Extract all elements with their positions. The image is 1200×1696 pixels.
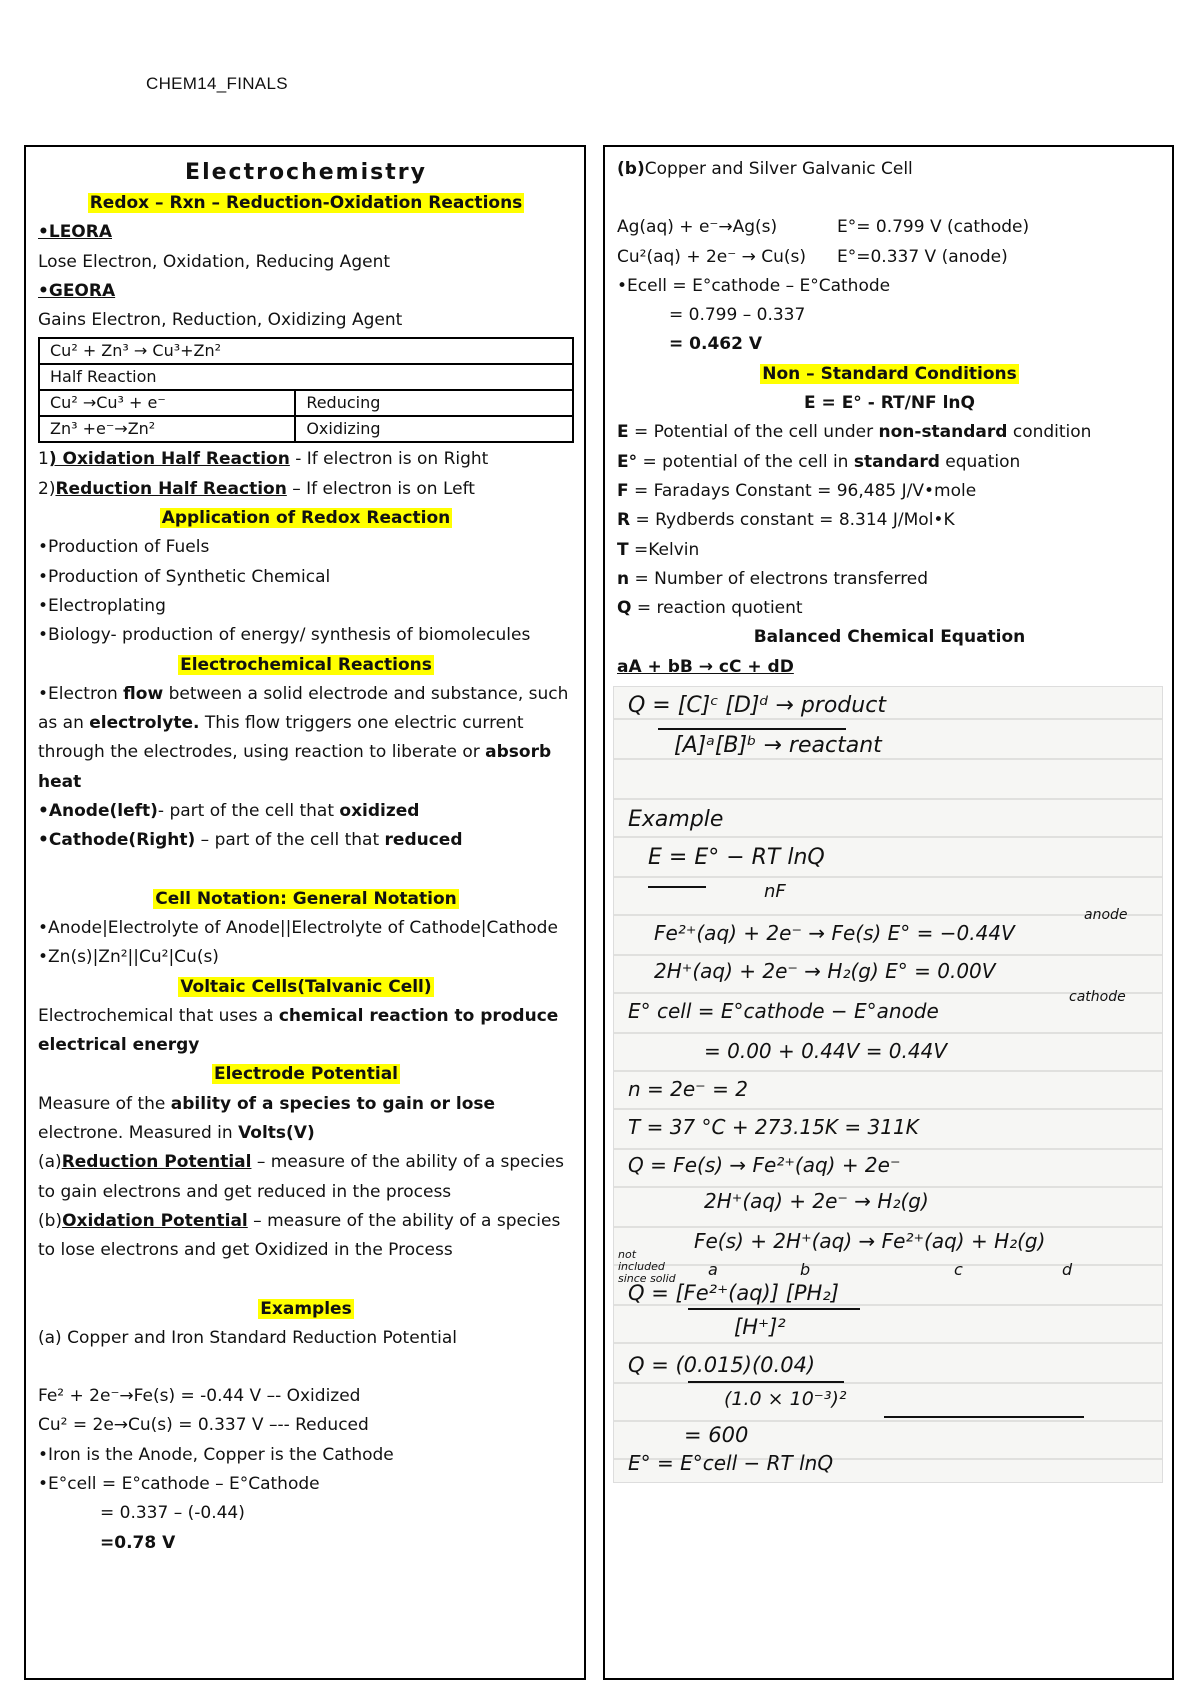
hw-line: Fe²⁺(aq) + 2e⁻ → Fe(s) E° = −0.44V xyxy=(654,921,1015,946)
table-reaction: Cu² + Zn³ → Cu³+Zn² xyxy=(39,338,573,364)
half-reaction-table xyxy=(38,337,574,443)
handwritten-notes xyxy=(613,686,1163,1483)
geora-label: •GEORA xyxy=(38,280,116,301)
definition-line: E = Potential of the cell under non-standard condition xyxy=(617,422,1092,443)
balanced-equation-heading: Balanced Chemical Equation xyxy=(753,627,1026,648)
table-row xyxy=(39,416,573,442)
equation-silver: Ag(aq) + e⁻→Ag(s) E°= 0.799 V (cathode) xyxy=(617,217,1030,238)
geora-description: Gains Electron, Reduction, Oxidizing Agent xyxy=(38,310,403,331)
redox-heading: Redox – Rxn – Reduction-Oxidation Reactions xyxy=(89,193,523,213)
example-line: •Iron is the Anode, Copper is the Cathode xyxy=(38,1444,394,1465)
oxidation-potential-definition: (b)Oxidation Potential – measure of the ability of a species to lose electrons and get Oxidized in the Process xyxy=(38,1210,561,1261)
hw-line: E = E° − RT lnQ xyxy=(648,845,825,871)
hw-line: T = 37 °C + 273.15K = 311K xyxy=(628,1115,919,1140)
ecell-formula: •Ecell = E°cathode – E°Cathode xyxy=(617,275,891,296)
hw-line: Q = [Fe²⁺(aq)] [PH₂] xyxy=(628,1281,839,1306)
hw-line: Q = (0.015)(0.04) xyxy=(628,1353,816,1378)
electrochemical-reactions-heading: Electrochemical Reactions xyxy=(180,654,432,675)
hw-line: = 0.00 + 0.44V = 0.44V xyxy=(704,1039,948,1064)
hw-note: a xyxy=(708,1260,718,1280)
leora-label: •LEORA xyxy=(38,222,113,243)
hw-line: [A]ᵃ[B]ᵇ → reactant xyxy=(674,733,882,759)
left-column xyxy=(24,145,586,1680)
definition-line: n = Number of electrons transferred xyxy=(617,568,929,589)
example-result: =0.78 V xyxy=(100,1532,176,1553)
electron-flow-paragraph: •Electron flow between a solid electrode and substance, such as an electrolyte. This flow triggers one electric current through the electrodes, using reaction to liberate or absorb heat xyxy=(38,683,569,792)
cell-notation-general: •Anode|Electrolyte of Anode||Electrolyte of Cathode|Cathode xyxy=(38,917,558,938)
right-column xyxy=(603,145,1174,1680)
definition-line: F = Faradays Constant = 96,485 J/V•mole xyxy=(617,480,977,501)
hw-line: Q = [C]ᶜ [D]ᵈ → product xyxy=(628,693,886,719)
hw-line: n = 2e⁻ = 2 xyxy=(628,1077,748,1102)
hw-line: = 600 xyxy=(684,1423,749,1448)
hw-line: [H⁺]² xyxy=(734,1315,786,1340)
table-cell-type: Reducing xyxy=(295,390,573,416)
cell-notation-heading: Cell Notation: General Notation xyxy=(155,888,457,909)
hw-note: cathode xyxy=(1069,989,1126,1006)
hw-line: (1.0 × 10⁻³)² xyxy=(724,1388,847,1411)
anode-definition: •Anode(left)- part of the cell that oxidized xyxy=(38,801,420,822)
non-standard-heading: Non – Standard Conditions xyxy=(762,363,1017,384)
equation-copper: Cu²(aq) + 2e⁻ → Cu(s) E°=0.337 V (anode) xyxy=(617,246,1008,267)
definition-line: R = Rydberds constant = 8.314 J/Mol•K xyxy=(617,510,955,531)
electrode-potential-definition: Measure of the ability of a species to gain or lose electrone. Measured in Volts(V) xyxy=(38,1093,496,1144)
electrode-potential-heading: Electrode Potential xyxy=(213,1064,398,1085)
example-a-title: (a) Copper and Iron Standard Reduction Potential xyxy=(38,1327,457,1348)
table-subheader: Half Reaction xyxy=(39,364,573,390)
example-line: •E°cell = E°cathode – E°Cathode xyxy=(38,1473,320,1494)
hw-line: nF xyxy=(764,881,786,903)
hw-note: d xyxy=(1062,1260,1073,1280)
hw-note: not included since solid xyxy=(618,1248,676,1286)
hw-note: b xyxy=(800,1260,811,1280)
list-item: •Production of Synthetic Chemical xyxy=(38,566,331,587)
voltaic-cells-heading: Voltaic Cells(Talvanic Cell) xyxy=(180,976,432,997)
reduction-potential-definition: (a)Reduction Potential – measure of the ability of a species to gain electrons and get reduced in the process xyxy=(38,1152,565,1202)
hw-line: 2H⁺(aq) + 2e⁻ → H₂(g) xyxy=(704,1189,929,1214)
balanced-equation: aA + bB → cC + dD xyxy=(617,656,794,677)
example-line: Fe² + 2e⁻→Fe(s) = -0.44 V –- Oxidized xyxy=(38,1386,361,1407)
hw-line: 2H⁺(aq) + 2e⁻ → H₂(g) E° = 0.00V xyxy=(654,959,996,984)
document-title: CHEM14_FINALS xyxy=(146,74,288,93)
hw-line: Q = Fe(s) → Fe²⁺(aq) + 2e⁻ xyxy=(628,1153,901,1178)
hw-line: E° = E°cell − RT lnQ xyxy=(628,1451,834,1476)
table-cell-type: Oxidizing xyxy=(295,416,573,442)
hw-note: anode xyxy=(1084,907,1128,924)
list-item: •Electroplating xyxy=(38,595,166,616)
ecell-calculation: = 0.799 – 0.337 xyxy=(669,305,806,326)
table-cell-reaction: Cu² →Cu³ + e⁻ xyxy=(39,390,295,416)
application-heading: Application of Redox Reaction xyxy=(161,508,451,529)
hw-line: E° cell = E°cathode − E°anode xyxy=(628,999,939,1024)
hw-note: c xyxy=(954,1260,963,1280)
oxidation-half-reaction: 1) Oxidation Half Reaction - If electron is on Right xyxy=(38,449,489,470)
hw-line: Example xyxy=(628,807,724,833)
ecell-result: = 0.462 V xyxy=(669,334,763,355)
example-b-title: (b)Copper and Silver Galvanic Cell xyxy=(617,159,913,179)
definition-line: T =Kelvin xyxy=(617,539,700,560)
list-item: •Production of Fuels xyxy=(38,537,210,558)
cell-notation-example: •Zn(s)|Zn²||Cu²|Cu(s) xyxy=(38,947,219,968)
leora-description: Lose Electron, Oxidation, Reducing Agent xyxy=(38,251,391,272)
nernst-equation: E = E° - RT/NF lnQ xyxy=(804,393,975,414)
reduction-half-reaction: 2)Reduction Half Reaction – If electron is on Left xyxy=(38,478,475,499)
cathode-definition: •Cathode(Right) – part of the cell that reduced xyxy=(38,830,463,851)
voltaic-definition: Electrochemical that uses a chemical reaction to produce electrical energy xyxy=(38,1005,559,1056)
hw-line: Fe(s) + 2H⁺(aq) → Fe²⁺(aq) + H₂(g) xyxy=(694,1229,1046,1254)
example-calculation: = 0.337 – (-0.44) xyxy=(100,1503,245,1524)
section-title: Electrochemistry xyxy=(185,160,427,185)
example-line: Cu² = 2e→Cu(s) = 0.337 V –-- Reduced xyxy=(38,1415,369,1436)
definition-line: E° = potential of the cell in standard equation xyxy=(617,451,1021,472)
definition-line: Q = reaction quotient xyxy=(617,598,803,619)
list-item: •Biology- production of energy/ synthesis of biomolecules xyxy=(38,625,531,646)
table-row xyxy=(39,390,573,416)
table-cell-reaction: Zn³ +e⁻→Zn² xyxy=(39,416,295,442)
examples-heading: Examples xyxy=(260,1298,352,1319)
